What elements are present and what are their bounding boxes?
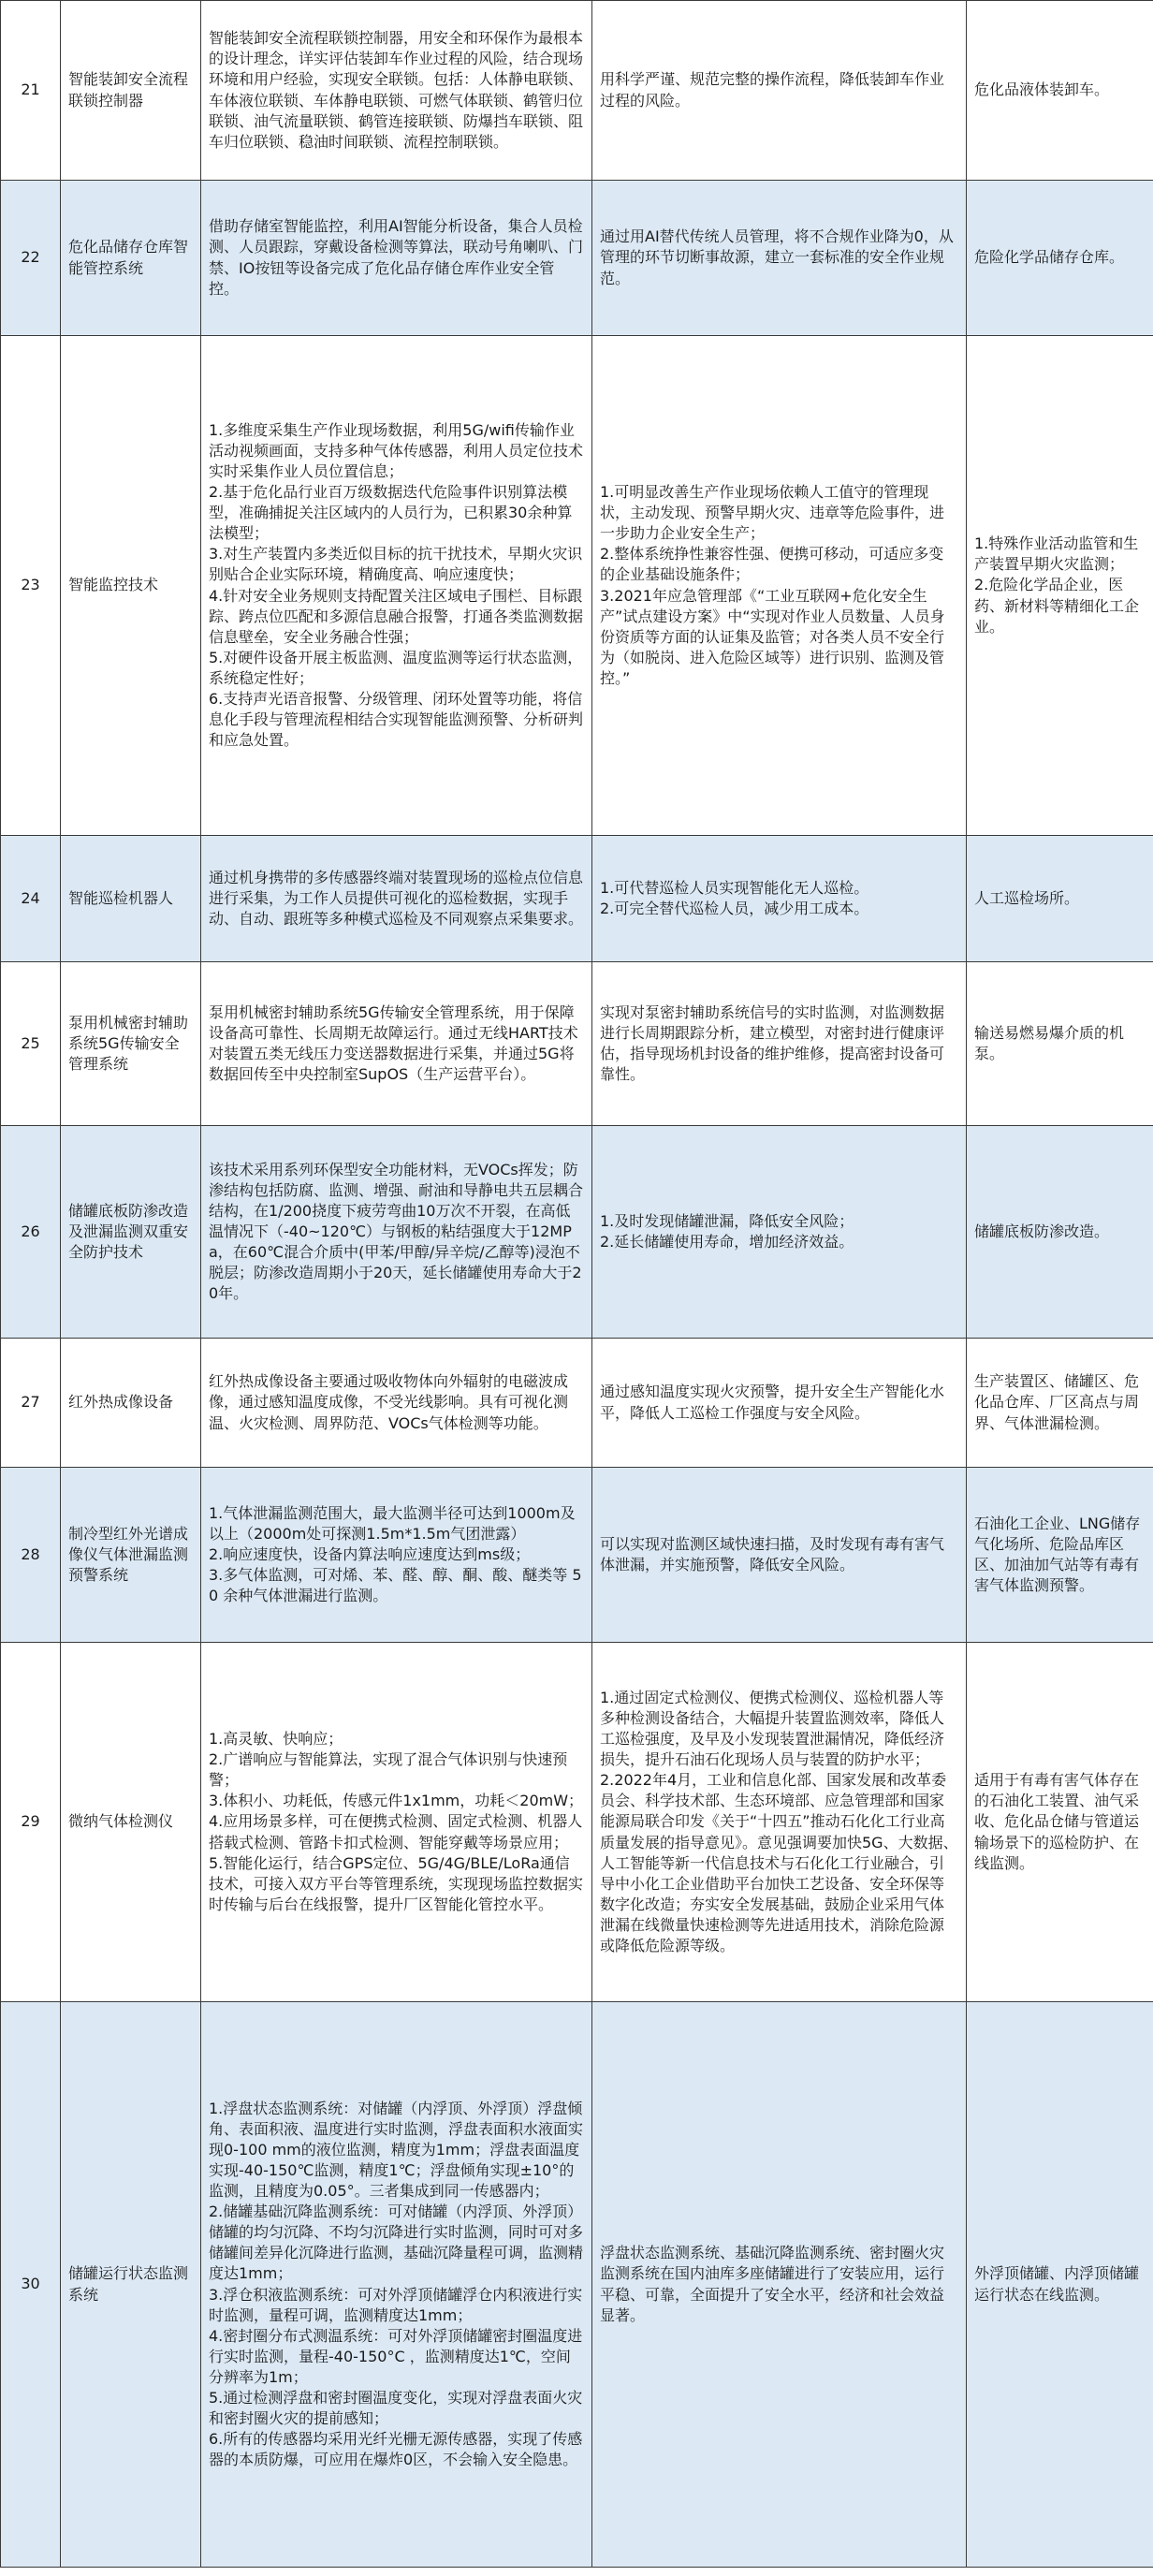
tech-description (201, 1126, 592, 1339)
tech-description (201, 836, 592, 962)
cell-paragraph: 1.浮盘状态监测系统：对储罐（内浮顶、外浮顶）浮盘倾角、表面积液、温度进行实时监测，浮盘表面积水液面实现0-100 mm的液位监测，精度为1mm；浮盘表面温度实现-40-150℃监测，精度1℃；浮盘倾角实现±10°的监测，且精度为0.05°。三者集成到同一传感器内； (209, 2099, 584, 2201)
cell-paragraph: 储罐底板防渗改造。 (974, 1222, 1110, 1240)
cell-paragraph: 1.特殊作业活动监管和生产装置早期火灾监测； (974, 534, 1139, 574)
table-row (1, 336, 1153, 836)
cell-paragraph: 2.2022年4月，工业和信息化部、国家发展和改革委员会、科学技术部、生态环境部、应急管理部和国家能源局联合印发《关于“十四五”推动石化化工行业高质量发展的指导意见》。意见强调要加快5G、大数据、人工智能等新一代信息技术与石化化工行业融合，引导中小化工企业借助平台加快工艺设备、安全环保等数字化改造；夯实安全发展基础，鼓励企业采用气体泄漏在线微量快速检测等先进适用技术，消除危险源或降低危险源等级。 (600, 1771, 958, 1954)
cell-paragraph: 2.整体系统挣性兼容性强、便携可移动，可适应多变的企业基础设施条件； (600, 545, 944, 584)
tech-effect (592, 836, 967, 962)
tech-scope (967, 836, 1153, 962)
cell-paragraph: 2.广谱响应与智能算法，实现了混合气体识别与快速预警； (209, 1750, 568, 1790)
cell-paragraph: 6.支持声光语音报警、分级管理、闭环处置等功能，将信息化手段与管理流程相结合实现智能监测预警、分析研判和应急处置。 (209, 689, 584, 750)
tech-scope (967, 181, 1153, 336)
tech-name: 危化品储存仓库智能管控系统 (61, 181, 201, 336)
tech-effect (592, 181, 967, 336)
cell-paragraph: 2.危险化学品企业，医药、新材料等精细化工企业。 (974, 576, 1140, 636)
cell-paragraph: 2.可完全替代巡检人员，减少用工成本。 (600, 900, 869, 917)
cell-paragraph: 1.可明显改善生产作业现场依赖人工值守的管理现状，主动发现、预警早期火灾、违章等危险事件，进一步助力企业安全生产； (600, 483, 945, 543)
tech-name: 储罐运行状态监测系统 (61, 2002, 201, 2568)
cell-paragraph: 借助存储室智能监控，利用AI智能分析设备，集合人员检测、人员跟踪，穿戴设备检测等算法，联动号角喇叭、门禁、IO按钮等设备完成了危化品存储仓库作业安全管控。 (209, 217, 584, 298)
tech-name: 智能巡检机器人 (61, 836, 201, 962)
table-row (1, 181, 1153, 336)
tech-name: 泵用机械密封辅助系统5G传输安全管理系统 (61, 962, 201, 1126)
tech-description (201, 1339, 592, 1468)
cell-paragraph: 外浮顶储罐、内浮顶储罐运行状态在线监测。 (974, 2264, 1140, 2304)
table-row (1, 1468, 1153, 1643)
table-row (1, 1643, 1153, 2002)
row-number: 26 (1, 1126, 61, 1339)
cell-paragraph: 3.多气体监测，可对烯、苯、醛、醇、酮、酸、醚类等 50 余种气体泄漏进行监测。 (209, 1566, 582, 1605)
table-row (1, 1126, 1153, 1339)
tech-effect (592, 962, 967, 1126)
table-row (1, 2002, 1153, 2568)
row-number: 29 (1, 1643, 61, 2002)
tech-scope (967, 2002, 1153, 2568)
cell-paragraph: 生产装置区、储罐区、危化品仓库、厂区高点与周界、气体泄漏检测。 (974, 1372, 1140, 1432)
table-body (1, 1, 1153, 2568)
tech-description (201, 2002, 592, 2568)
tech-effect (592, 1126, 967, 1339)
tech-description (201, 1468, 592, 1643)
cell-paragraph: 3.对生产装置内多类近似目标的抗干扰技术，早期火灾识别贴合企业实际环境，精确度高、响应速度快； (209, 545, 583, 584)
cell-paragraph: 5.通过检测浮盘和密封圈温度变化，实现对浮盘表面火灾和密封圈火灾的提前感知； (209, 2388, 583, 2427)
tech-name: 储罐底板防渗改造及泄漏监测双重安全防护技术 (61, 1126, 201, 1339)
cell-paragraph: 2.延长储罐使用寿命，增加经济效益。 (600, 1233, 854, 1251)
cell-paragraph: 2.响应速度快，设备内算法响应速度达到ms级； (209, 1544, 531, 1563)
cell-paragraph: 智能装卸安全流程联锁控制器，用安全和环保作为最根本的设计理念，详实评估装卸车作业过程的风险，结合现场环境和用户经验，实现安全联锁。包括：人体静电联锁、车体液位联锁、车体静电联锁、可燃气体联锁、鹤管归位联锁、油气流量联锁、鹤管连接联锁、防爆挡车联锁、阻车归位联锁、稳油时间联锁、流程控制联锁。 (209, 29, 584, 151)
tech-scope (967, 1468, 1153, 1643)
cell-paragraph: 该技术采用系列环保型安全功能材料，无VOCs挥发；防渗结构包括防腐、监测、增强、耐油和导静电共五层耦合结构，在1/200挠度下疲劳弯曲10万次不开裂，在高低温情况下（-40~120℃）与钢板的粘结强度大于12MPa，在60℃混合介质中(甲苯/甲醇/异辛烷/乙醇等)浸泡不脱层；防渗改造周期小于20天，延长储罐使用寿命大于20年。 (209, 1160, 584, 1303)
tech-description (201, 181, 592, 336)
cell-paragraph: 3.浮仓积液监测系统：可对外浮顶储罐浮仓内积液进行实时监测，量程可调，监测精度达1mm； (209, 2285, 583, 2324)
tech-name: 智能监控技术 (61, 336, 201, 836)
cell-paragraph: 1.高灵敏、快响应； (209, 1730, 343, 1749)
cell-paragraph: 用科学严谨、规范完整的操作流程，降低装卸车作业过程的风险。 (600, 70, 945, 110)
tech-effect (592, 1, 967, 181)
cell-paragraph: 泵用机械密封辅助系统5G传输安全管理系统，用于保障设备高可靠性、长周期无故障运行。通过无线HART技术对装置五类无线压力变送器数据进行采集，并通过5G将数据回传至中央控制室SupOS（生产运营平台）。 (209, 1003, 578, 1084)
cell-paragraph: 通过感知温度实现火灾预警，提升安全生产智能化水平，降低人工巡检工作强度与安全风险。 (600, 1383, 945, 1422)
cell-paragraph: 输送易燃易爆介质的机泵。 (974, 1023, 1125, 1062)
cell-paragraph: 3.2021年应急管理部《“工业互联网+危化安全生产”试点建设方案》中“实现对作业人员数量、人员身份资质等方面的认证集及监管；对各类人员不安全行为（如脱岗、进入危险区域等）进行识别、监测及管控。” (600, 586, 945, 687)
row-number: 28 (1, 1468, 61, 1643)
tech-name: 智能装卸安全流程联锁控制器 (61, 1, 201, 181)
row-number: 24 (1, 836, 61, 962)
cell-paragraph: 5.对硬件设备开展主板监测、温度监测等运行状态监测，系统稳定性好； (209, 648, 583, 687)
cell-paragraph: 1.气体泄漏监测范围大，最大监测半径可达到1000m及以上（2000m处可探测1.5m*1.5m气团泄露） (209, 1503, 576, 1543)
tech-description (201, 1, 592, 181)
tech-description (201, 962, 592, 1126)
tech-description (201, 336, 592, 836)
cell-paragraph: 石油化工企业、LNG储存气化场所、危险品库区区、加油加气站等有毒有害气体监测预警。 (974, 1514, 1141, 1595)
table-row (1, 962, 1153, 1126)
cell-paragraph: 人工巡检场所。 (974, 888, 1080, 907)
cell-paragraph: 通过用AI替代传统人员管理，将不合规作业降为0，从管理的环节切断事故源，建立一套标准的安全作业规范。 (600, 227, 954, 287)
tech-description (201, 1643, 592, 2002)
row-number: 25 (1, 962, 61, 1126)
cell-paragraph: 5.智能化运行，结合GPS定位、5G/4G/BLE/LoRa通信技术，可接入双方平台等管理系统，实现现场监控数据实时传输与后台在线报警，提升厂区智能化管控水平。 (209, 1853, 584, 1913)
cell-paragraph: 6.所有的传感器均采用光纤光栅无源传感器，实现了传感器的本质防爆，可应用在爆炸0区，不会输入安全隐患。 (209, 2430, 583, 2469)
cell-paragraph: 适用于有毒有害气体存在的石油化工装置、油气采收、危化品仓储与管道运输场景下的巡检防护、在线监测。 (974, 1771, 1140, 1872)
cell-paragraph: 4.针对安全业务规则支持配置关注区域电子围栏、目标跟踪、跨点位匹配和多源信息融合报警，打通各类监测数据信息壁垒，安全业务融合性强； (209, 586, 584, 646)
tech-effect (592, 336, 967, 836)
row-number: 27 (1, 1339, 61, 1468)
tech-effect (592, 1643, 967, 2002)
tech-scope (967, 1339, 1153, 1468)
tech-scope (967, 1126, 1153, 1339)
tech-name: 红外热成像设备 (61, 1339, 201, 1468)
cell-paragraph: 危险化学品储存仓库。 (974, 248, 1125, 267)
cell-paragraph: 2.储罐基础沉降监测系统：可对储罐（内浮顶、外浮顶）储罐的均匀沉降、不均匀沉降进行实时监测，同时可对多储罐间差异化沉降进行监测，基础沉降量程可调，监测精度达1mm； (209, 2203, 584, 2283)
table-row (1, 836, 1153, 962)
cell-paragraph: 1.及时发现储罐泄漏，降低安全风险； (600, 1211, 854, 1230)
tech-name: 微纳气体检测仪 (61, 1643, 201, 2002)
cell-paragraph: 1.通过固定式检测仪、便携式检测仪、巡检机器人等多种检测设备结合，大幅提升装置监测效率，降低人工巡检强度，及早及小发现装置泄漏情况，降低经济损失，提升石油石化现场人员与装置的防护水平； (600, 1688, 945, 1769)
tech-effect (592, 2002, 967, 2568)
row-number: 22 (1, 181, 61, 336)
tech-effect (592, 1468, 967, 1643)
tech-effect (592, 1339, 967, 1468)
table-row (1, 1, 1153, 181)
tech-scope (967, 962, 1153, 1126)
cell-paragraph: 实现对泵密封辅助系统信号的实时监测，对监测数据进行长周期跟踪分析，建立模型，对密封进行健康评估，指导现场机封设备的维护维修，提高密封设备可靠性。 (600, 1003, 945, 1084)
cell-paragraph: 红外热成像设备主要通过吸收物体向外辐射的电磁波成像，通过感知温度成像，不受光线影响。具有可视化测温、火灾检测、周界防范、VOCs气体检测等功能。 (209, 1372, 569, 1432)
tech-name: 制冷型红外光谱成像仪气体泄漏监测预警系统 (61, 1468, 201, 1643)
row-number: 23 (1, 336, 61, 836)
cell-paragraph: 危化品液体装卸车。 (974, 80, 1110, 99)
cell-paragraph: 1.多维度采集生产作业现场数据，利用5G/wifi传输作业活动视频画面，支持多种气体传感器，利用人员定位技术实时采集作业人员位置信息； (209, 420, 584, 481)
table-row (1, 1339, 1153, 1468)
cell-paragraph: 3.体积小、功耗低，传感元件1x1mm，功耗＜20mW； (209, 1792, 584, 1810)
tech-scope (967, 336, 1153, 836)
cell-paragraph: 可以实现对监测区域快速扫描，及时发现有毒有害气体泄漏，并实施预警，降低安全风险。 (600, 1534, 945, 1573)
cell-paragraph: 通过机身携带的多传感器终端对装置现场的巡检点位信息进行采集，为工作人员提供可视化的巡检数据，实现手动、自动、跟班等多种模式巡检及不同观察点采集要求。 (209, 868, 584, 929)
cell-paragraph: 4.应用场景多样，可在便携式检测、固定式检测、机器人搭载式检测、管路卡扣式检测、智能穿戴等场景应用； (209, 1812, 583, 1852)
tech-scope (967, 1, 1153, 181)
cell-paragraph: 4.密封圈分布式测温系统：可对外浮顶储罐密封圈温度进行实时监测，量程-40-150°C ，监测精度达1℃，空间分辨率为1m； (209, 2326, 583, 2386)
row-number: 21 (1, 1, 61, 181)
row-number: 30 (1, 2002, 61, 2568)
cell-paragraph: 2.基于危化品行业百万级数据迭代危险事件识别算法模型，准确捕捉关注区域内的人员行为，已积累30余种算法模型； (209, 483, 573, 543)
cell-paragraph: 1.可代替巡检人员实现智能化无人巡检。 (600, 878, 869, 897)
tech-scope (967, 1643, 1153, 2002)
cell-paragraph: 浮盘状态监测系统、基础沉降监测系统、密封圈火灾监测系统在国内油库多座储罐进行了安装应用，运行平稳、可靠，全面提升了安全水平，经济和社会效益显著。 (600, 2244, 945, 2324)
